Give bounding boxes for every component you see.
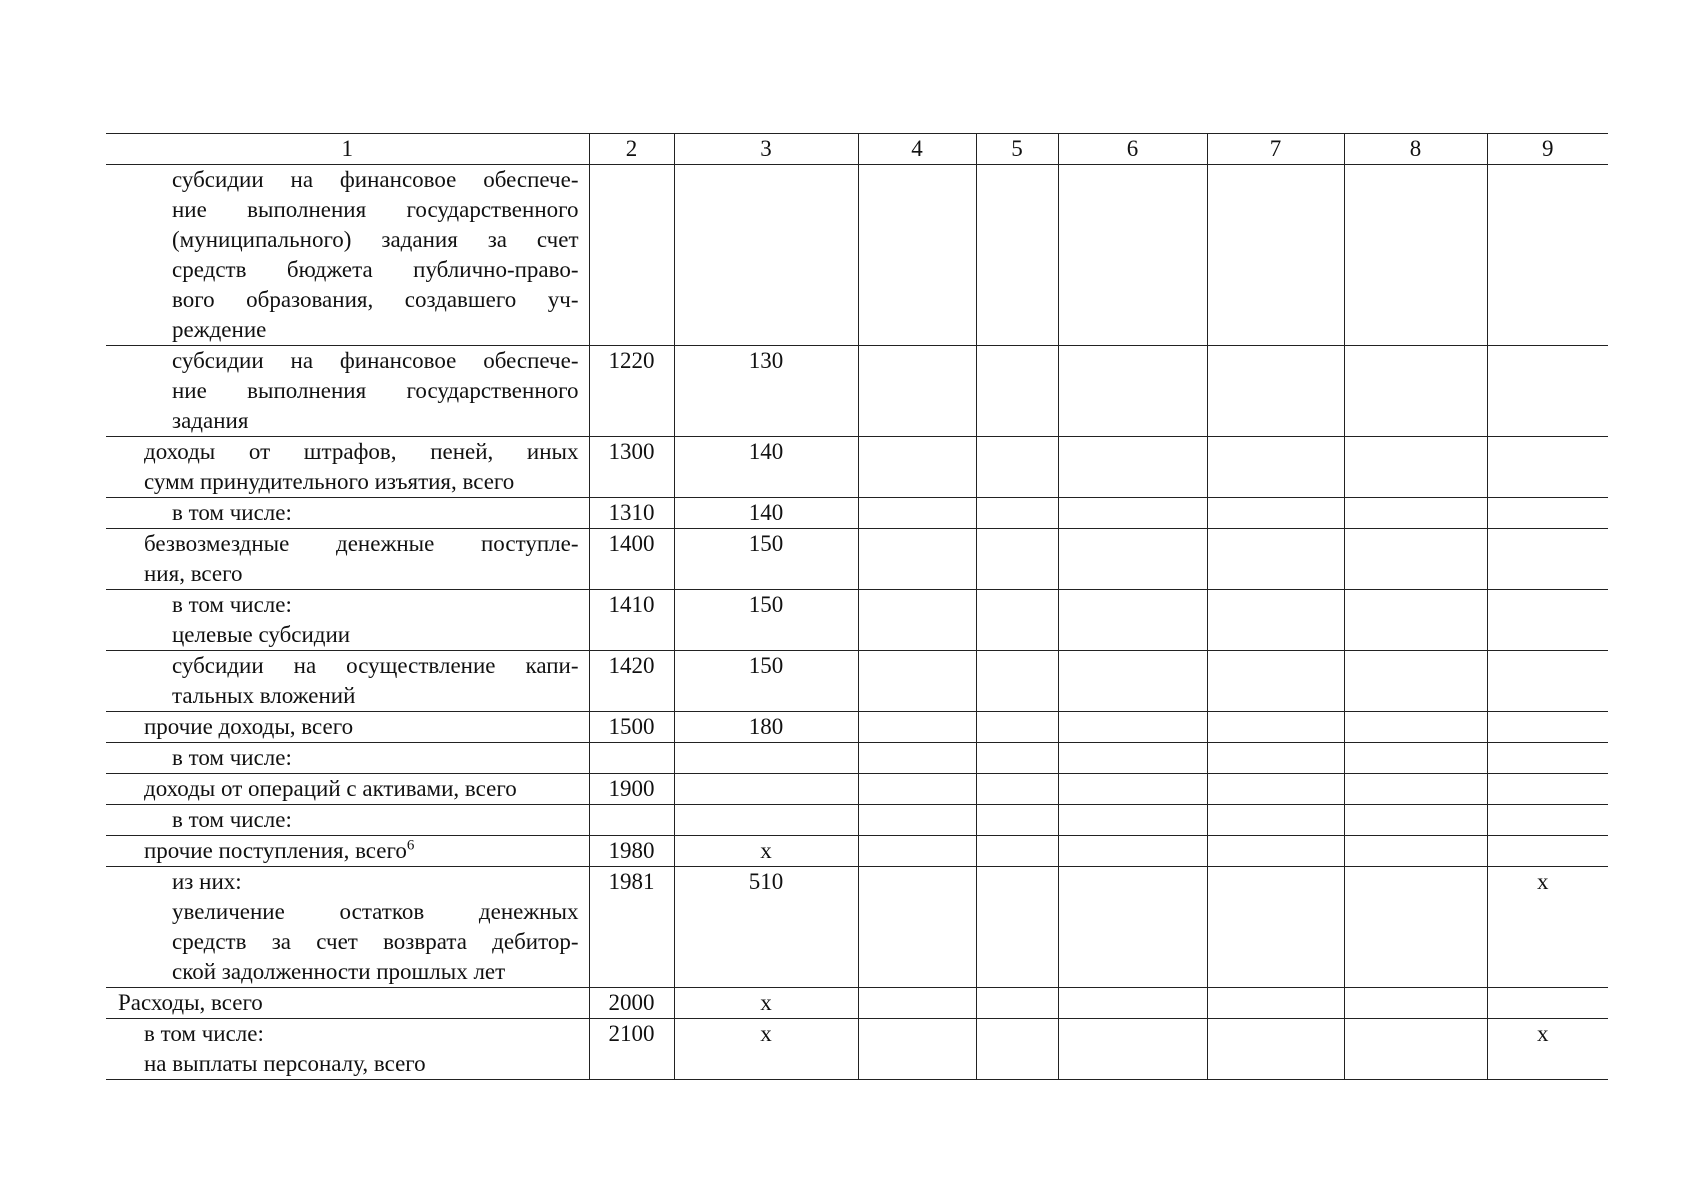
row-kosgu: 150 (674, 529, 858, 590)
row-cell-col-6 (1058, 805, 1207, 836)
row-code: 1500 (589, 712, 674, 743)
row-label-line: ской задолженности прошлых лет (172, 959, 506, 984)
row-label-line: в том числе: (172, 500, 292, 525)
row-cell-col-8 (1344, 988, 1487, 1019)
row-kosgu: 180 (674, 712, 858, 743)
row-label-line: в том числе: (172, 745, 292, 770)
header-row (106, 134, 1608, 165)
row-kosgu: х (674, 988, 858, 1019)
row-cell-col-7 (1207, 529, 1344, 590)
row-label-line: субсидии на финансовое обеспече- (172, 348, 579, 373)
header-col-6: 6 (1058, 134, 1207, 165)
row-cell-col-6 (1058, 836, 1207, 867)
row-label-line: в том числе: (172, 807, 292, 832)
row-cell-col-7 (1207, 774, 1344, 805)
row-cell-col-5 (976, 1019, 1058, 1080)
row-cell-col-7 (1207, 836, 1344, 867)
table-row (106, 1019, 1608, 1080)
row-cell-col-4 (858, 1019, 976, 1080)
row-kosgu: 130 (674, 346, 858, 437)
header-col-9: 9 (1487, 134, 1608, 165)
row-cell-col-4 (858, 867, 976, 988)
row-cell-col-7 (1207, 867, 1344, 988)
row-cell-col-4 (858, 590, 976, 651)
row-label-line: тальных вложений (172, 683, 356, 708)
row-cell-col-4 (858, 988, 976, 1019)
row-cell-col-6 (1058, 774, 1207, 805)
row-cell-col-7 (1207, 165, 1344, 346)
row-code: 1310 (589, 498, 674, 529)
row-kosgu: х (674, 836, 858, 867)
row-cell-col-6 (1058, 988, 1207, 1019)
table-row (106, 590, 1608, 651)
row-cell-col-9 (1487, 743, 1608, 774)
row-cell-col-9 (1487, 836, 1608, 867)
row-label (106, 529, 589, 590)
row-cell-col-4 (858, 529, 976, 590)
row-label-line: доходы от штрафов, пеней, иных (144, 439, 579, 464)
table-row (106, 498, 1608, 529)
row-cell-col-8 (1344, 165, 1487, 346)
row-cell-col-4 (858, 743, 976, 774)
row-label (106, 651, 589, 712)
row-label (106, 1019, 589, 1080)
row-cell-col-6 (1058, 1019, 1207, 1080)
row-cell-col-9 (1487, 346, 1608, 437)
row-cell-col-8 (1344, 346, 1487, 437)
table-row (106, 346, 1608, 437)
row-cell-col-5 (976, 867, 1058, 988)
row-cell-col-7 (1207, 346, 1344, 437)
row-cell-col-4 (858, 651, 976, 712)
row-label-line: прочие доходы, всего (144, 714, 354, 739)
row-cell-col-8 (1344, 1019, 1487, 1080)
row-cell-col-4 (858, 498, 976, 529)
row-label-line: субсидии на финансовое обеспече- (172, 167, 579, 192)
row-cell-col-6 (1058, 712, 1207, 743)
row-cell-col-9: х (1487, 867, 1608, 988)
row-cell-col-9 (1487, 805, 1608, 836)
row-cell-col-7 (1207, 805, 1344, 836)
header-col-8: 8 (1344, 134, 1487, 165)
row-cell-col-8 (1344, 651, 1487, 712)
row-cell-col-5 (976, 651, 1058, 712)
row-label (106, 988, 589, 1019)
row-cell-col-7 (1207, 437, 1344, 498)
row-cell-col-8 (1344, 805, 1487, 836)
row-code: 1410 (589, 590, 674, 651)
row-kosgu (674, 165, 858, 346)
row-cell-col-9 (1487, 165, 1608, 346)
table-row (106, 743, 1608, 774)
row-label (106, 437, 589, 498)
row-cell-col-7 (1207, 498, 1344, 529)
row-label-line: безвозмездные денежные поступле- (144, 531, 579, 556)
row-label-line: сумм принудительного изъятия, всего (144, 469, 515, 494)
row-cell-col-9 (1487, 774, 1608, 805)
row-label-line: ния, всего (144, 561, 243, 586)
table-row (106, 437, 1608, 498)
row-cell-col-7 (1207, 712, 1344, 743)
row-cell-col-9 (1487, 498, 1608, 529)
header-col-5: 5 (976, 134, 1058, 165)
row-label-line: на выплаты персоналу, всего (144, 1051, 426, 1076)
row-label-line: реждение (172, 317, 267, 342)
row-kosgu: 510 (674, 867, 858, 988)
row-kosgu: 140 (674, 498, 858, 529)
row-cell-col-7 (1207, 743, 1344, 774)
row-label-line: доходы от операций с активами, всего (144, 776, 517, 801)
row-label-line: средств за счет возврата дебитор- (172, 929, 579, 954)
row-cell-col-4 (858, 805, 976, 836)
header-col-4: 4 (858, 134, 976, 165)
row-kosgu: х (674, 1019, 858, 1080)
row-cell-col-5 (976, 836, 1058, 867)
row-cell-col-5 (976, 498, 1058, 529)
row-cell-col-8 (1344, 836, 1487, 867)
row-label-line: прочие поступления, всего (144, 838, 407, 863)
row-label (106, 743, 589, 774)
row-cell-col-8 (1344, 774, 1487, 805)
row-kosgu (674, 805, 858, 836)
row-cell-col-4 (858, 346, 976, 437)
table-row (106, 774, 1608, 805)
row-code: 1420 (589, 651, 674, 712)
row-cell-col-8 (1344, 712, 1487, 743)
row-cell-col-7 (1207, 1019, 1344, 1080)
row-label-line: (муниципального) задания за счет (172, 227, 579, 252)
row-label (106, 165, 589, 346)
row-label-line: из них: (172, 869, 242, 894)
row-cell-col-5 (976, 712, 1058, 743)
row-kosgu: 140 (674, 437, 858, 498)
row-label (106, 712, 589, 743)
table-row (106, 867, 1608, 988)
row-cell-col-6 (1058, 590, 1207, 651)
row-cell-col-8 (1344, 743, 1487, 774)
row-label-line: целевые субсидии (172, 622, 351, 647)
row-label-line: ние выполнения государственного (172, 378, 579, 403)
row-cell-col-6 (1058, 651, 1207, 712)
footnote-marker: 6 (406, 837, 415, 854)
row-cell-col-6 (1058, 743, 1207, 774)
row-cell-col-7 (1207, 651, 1344, 712)
header-col-3: 3 (674, 134, 858, 165)
table-body (106, 165, 1608, 1080)
row-cell-col-7 (1207, 988, 1344, 1019)
row-code: 1220 (589, 346, 674, 437)
row-cell-col-5 (976, 346, 1058, 437)
row-cell-col-8 (1344, 590, 1487, 651)
row-cell-col-4 (858, 165, 976, 346)
table-row (106, 988, 1608, 1019)
row-cell-col-9 (1487, 651, 1608, 712)
row-cell-col-5 (976, 774, 1058, 805)
row-cell-col-6 (1058, 867, 1207, 988)
row-cell-col-8 (1344, 867, 1487, 988)
row-cell-col-5 (976, 590, 1058, 651)
table-header (106, 134, 1608, 165)
row-cell-col-6 (1058, 437, 1207, 498)
row-cell-col-6 (1058, 346, 1207, 437)
row-cell-col-9 (1487, 590, 1608, 651)
row-label (106, 867, 589, 988)
row-cell-col-9 (1487, 437, 1608, 498)
row-cell-col-6 (1058, 529, 1207, 590)
row-code: 1400 (589, 529, 674, 590)
row-cell-col-6 (1058, 498, 1207, 529)
row-cell-col-4 (858, 437, 976, 498)
row-cell-col-7 (1207, 590, 1344, 651)
row-kosgu: 150 (674, 590, 858, 651)
row-cell-col-9 (1487, 712, 1608, 743)
row-label-line: вого образования, создавшего уч- (172, 287, 579, 312)
row-kosgu (674, 743, 858, 774)
row-label-line: в том числе: (144, 1021, 264, 1046)
row-label-line: задания (172, 408, 249, 433)
row-cell-col-5 (976, 437, 1058, 498)
row-label-line: увеличение остатков денежных (172, 899, 579, 924)
row-label-line: Расходы, всего (118, 990, 263, 1015)
row-label-line: в том числе: (172, 592, 292, 617)
row-code: 2000 (589, 988, 674, 1019)
row-kosgu: 150 (674, 651, 858, 712)
row-label (106, 498, 589, 529)
row-cell-col-5 (976, 165, 1058, 346)
table-row (106, 529, 1608, 590)
row-cell-col-5 (976, 988, 1058, 1019)
table-row (106, 836, 1608, 867)
row-cell-col-9: х (1487, 1019, 1608, 1080)
table-row (106, 651, 1608, 712)
table-row (106, 805, 1608, 836)
table-row (106, 165, 1608, 346)
row-cell-col-6 (1058, 165, 1207, 346)
row-cell-col-4 (858, 712, 976, 743)
row-cell-col-9 (1487, 988, 1608, 1019)
row-code (589, 743, 674, 774)
row-cell-col-8 (1344, 437, 1487, 498)
row-code (589, 165, 674, 346)
row-label (106, 805, 589, 836)
row-code: 2100 (589, 1019, 674, 1080)
row-code (589, 805, 674, 836)
header-col-1: 1 (106, 134, 589, 165)
row-code: 1300 (589, 437, 674, 498)
row-label-line: субсидии на осуществление капи- (172, 653, 579, 678)
row-code: 1980 (589, 836, 674, 867)
row-cell-col-9 (1487, 529, 1608, 590)
row-code: 1981 (589, 867, 674, 988)
row-cell-col-4 (858, 836, 976, 867)
header-col-2: 2 (589, 134, 674, 165)
row-kosgu (674, 774, 858, 805)
header-col-7: 7 (1207, 134, 1344, 165)
row-cell-col-5 (976, 743, 1058, 774)
row-label (106, 590, 589, 651)
row-cell-col-8 (1344, 498, 1487, 529)
row-label (106, 774, 589, 805)
row-code: 1900 (589, 774, 674, 805)
row-label-line: ние выполнения государственного (172, 197, 579, 222)
row-label-line: средств бюджета публично-право- (172, 257, 579, 282)
table-row (106, 712, 1608, 743)
row-label (106, 836, 589, 867)
row-cell-col-5 (976, 805, 1058, 836)
row-label (106, 346, 589, 437)
financial-plan-table (106, 133, 1608, 1080)
row-cell-col-8 (1344, 529, 1487, 590)
row-cell-col-4 (858, 774, 976, 805)
row-cell-col-5 (976, 529, 1058, 590)
